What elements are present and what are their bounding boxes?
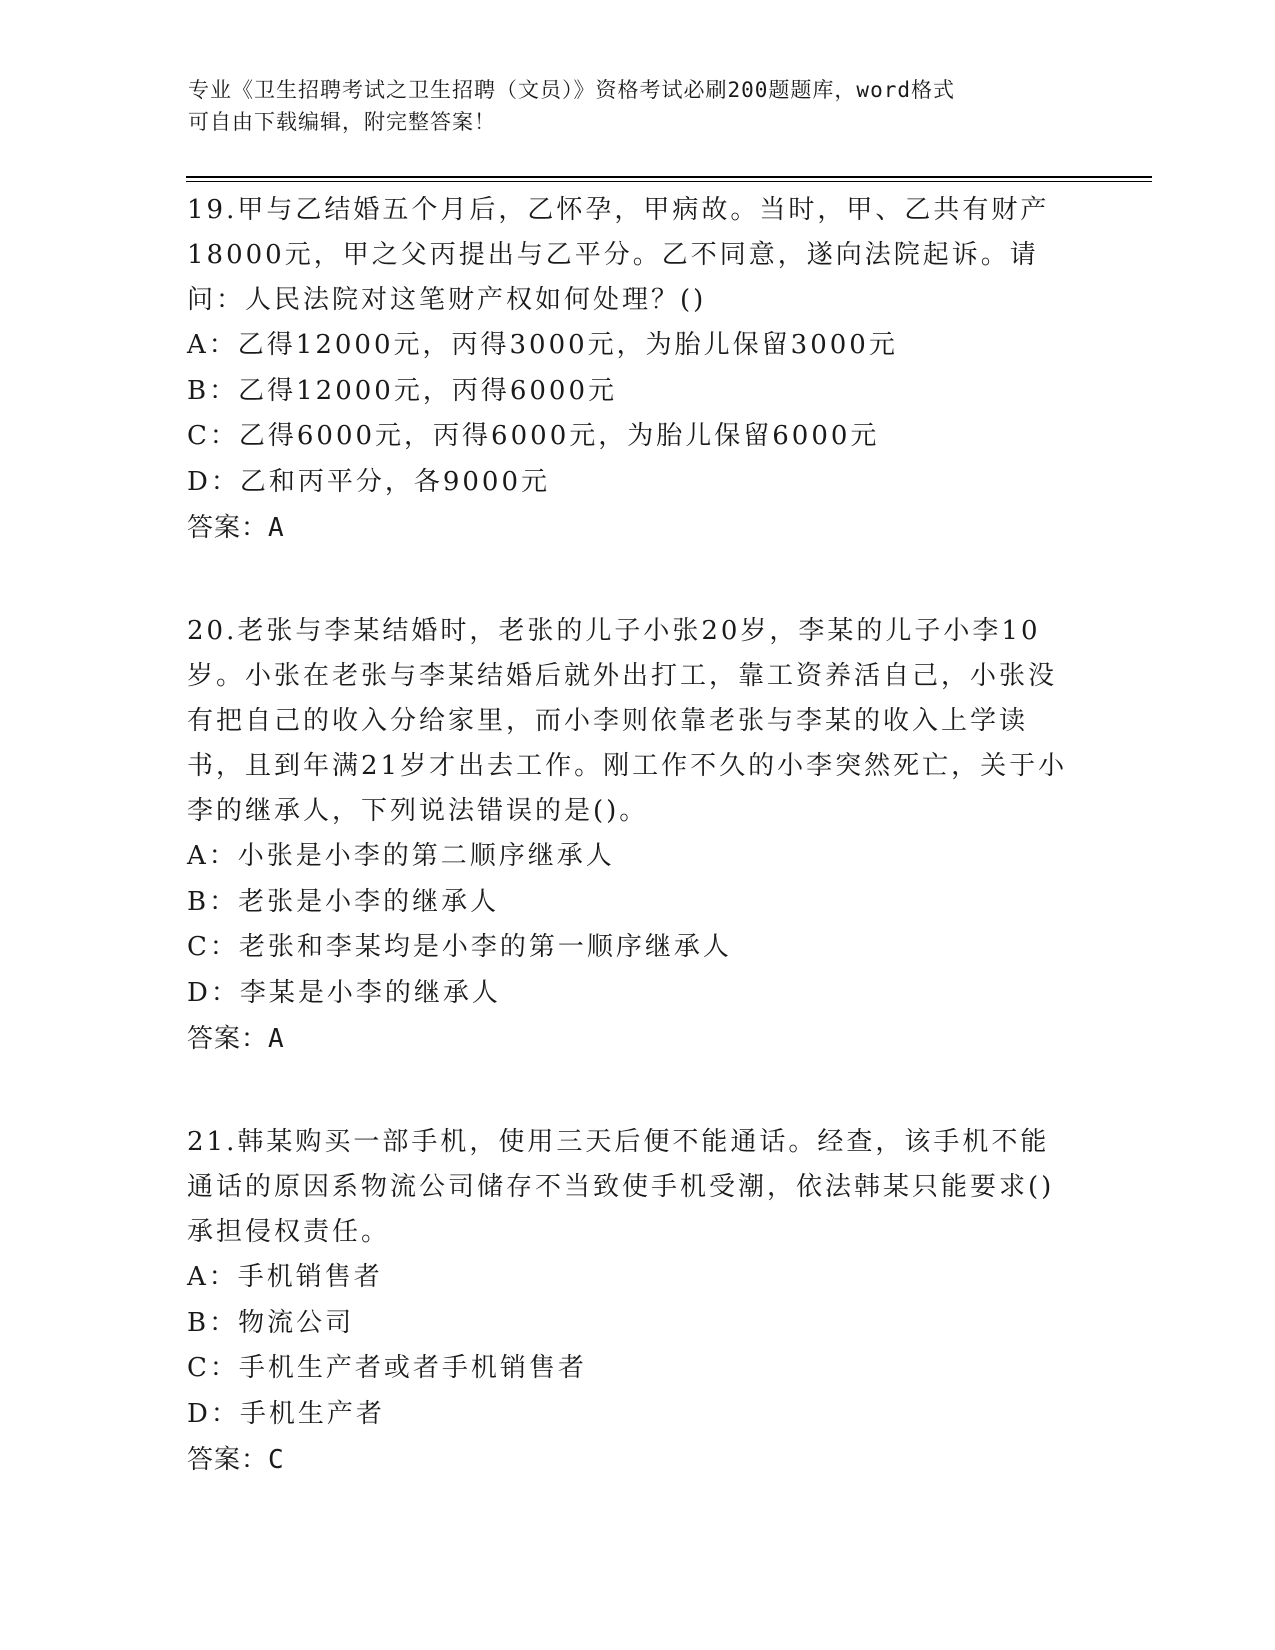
option-d: D：乙和丙平分，各9000元 bbox=[187, 466, 551, 497]
question-21 bbox=[187, 1120, 1077, 1483]
question-20 bbox=[187, 609, 1077, 1062]
option-c: C：手机生产者或者手机销售者 bbox=[187, 1353, 587, 1383]
question-stem: 19.甲与乙结婚五个月后，乙怀孕，甲病故。当时，甲、乙共有财产18000元，甲之父丙提出与乙平分。乙不同意，遂向法院起诉。请问：人民法院对这笔财产权如何处理？() bbox=[187, 195, 1050, 315]
option-a: A：手机销售者 bbox=[187, 1262, 383, 1292]
option-c: C：老张和李某均是小李的第一顺序继承人 bbox=[187, 932, 732, 962]
option-d: D：李某是小李的继承人 bbox=[187, 977, 501, 1008]
answer-line: 答案：A bbox=[187, 1024, 285, 1054]
option-c: C：乙得6000元，丙得6000元，为胎儿保留6000元 bbox=[187, 421, 880, 451]
option-b: B：乙得12000元，丙得6000元 bbox=[187, 375, 617, 406]
option-d: D：手机生产者 bbox=[187, 1398, 385, 1429]
header-line-1: 专业《卫生招聘考试之卫生招聘（文员）》资格考试必刷200题题库，word格式 bbox=[188, 78, 955, 102]
header-line-2: 可自由下载编辑，附完整答案！ bbox=[188, 110, 496, 134]
answer-line: 答案：C bbox=[187, 1445, 285, 1475]
option-a: A：乙得12000元，丙得3000元，为胎儿保留3000元 bbox=[187, 330, 898, 360]
answer-line: 答案：A bbox=[187, 513, 285, 543]
question-19 bbox=[187, 188, 1077, 551]
option-a: A：小张是小李的第二顺序继承人 bbox=[187, 841, 615, 871]
option-b: B：物流公司 bbox=[187, 1307, 355, 1338]
question-stem: 21.韩某购买一部手机，使用三天后便不能通话。经查，该手机不能通话的原因系物流公司储存不当致使手机受潮，依法韩某只能要求()承担侵权责任。 bbox=[187, 1127, 1055, 1247]
question-stem: 20.老张与李某结婚时，老张的儿子小张20岁，李某的儿子小李10岁。小张在老张与李某结婚后就外出打工，靠工资养活自己，小张没有把自己的收入分给家里，而小李则依靠老张与李某的收入上学读书，且到年满21岁才出去工作。刚工作不久的小李突然死亡，关于小李的继承人，下列说法错误的是()。 bbox=[187, 616, 1068, 826]
header-divider-thick bbox=[186, 176, 1152, 178]
header-divider-thin bbox=[186, 181, 1152, 182]
document-header bbox=[188, 74, 1068, 138]
question-list bbox=[187, 188, 1077, 1541]
option-b: B：老张是小李的继承人 bbox=[187, 886, 500, 917]
